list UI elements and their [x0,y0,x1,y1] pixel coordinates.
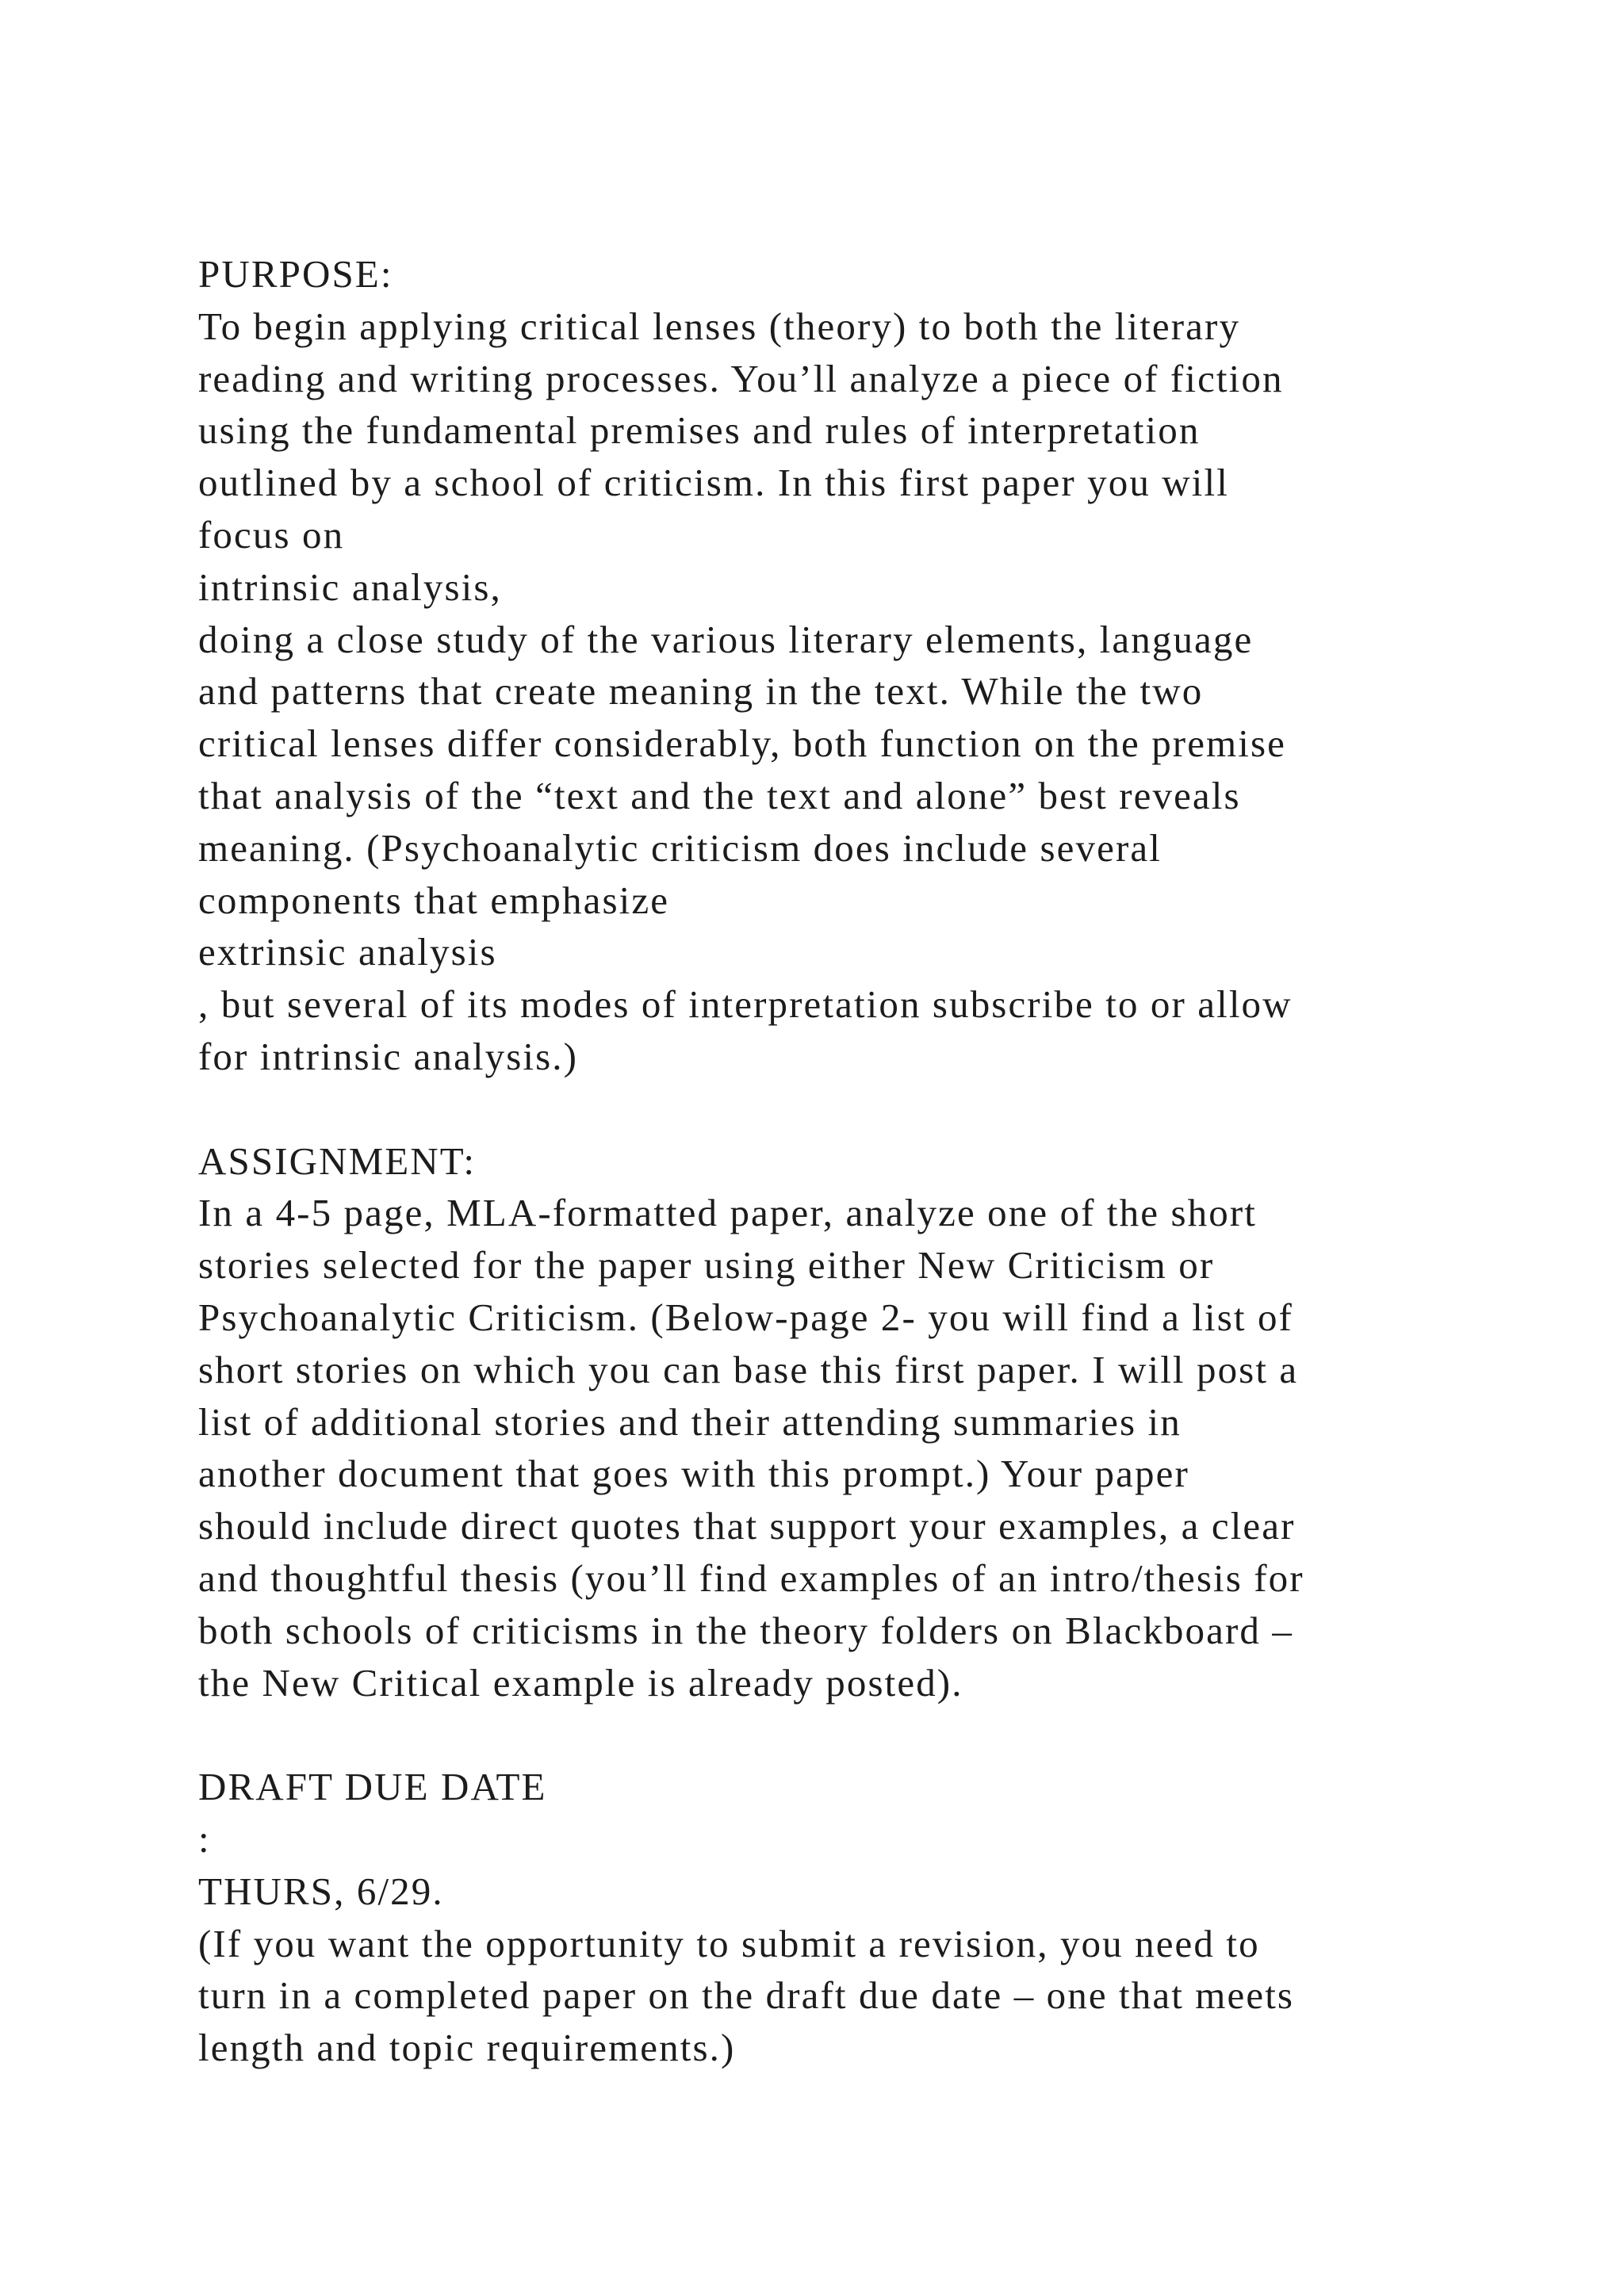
assignment-line: and thoughtful thesis (you’ll find examples of an intro/thesis for [198,1556,1304,1600]
draft-note-line: length and topic requirements.) [198,2026,736,2070]
purpose-line: extrinsic analysis [198,930,497,974]
purpose-heading: PURPOSE: [198,252,393,296]
purpose-line: reading and writing processes. You’ll analyze a piece of fiction [198,356,1284,400]
purpose-line: intrinsic analysis, [198,564,502,609]
assignment-line: In a 4-5 page, MLA-formatted paper, analyze one of the short [198,1191,1257,1235]
purpose-line: meaning. (Psychoanalytic criticism does include several [198,825,1162,870]
assignment-line: another document that goes with this prompt.) Your paper [198,1452,1189,1496]
document-body [198,248,1610,2074]
draft-due-heading: DRAFT DUE DATE [198,1765,547,1809]
purpose-line: using the fundamental premises and rules of interpretation [198,408,1201,453]
draft-note-line: turn in a completed paper on the draft due date – one that meets [198,1973,1295,2018]
paragraph-spacer [198,1709,1610,1761]
assignment-line: Psychoanalytic Criticism. (Below-page 2- you will find a list of [198,1295,1293,1339]
draft-due-date: THURS, 6/29. [198,1869,444,1913]
draft-due-colon: : [198,1816,211,1861]
assignment-heading: ASSIGNMENT: [198,1138,477,1183]
purpose-line: for intrinsic analysis.) [198,1034,579,1078]
purpose-line: , but several of its modes of interpretation subscribe to or allow [198,982,1293,1027]
purpose-line: To begin applying critical lenses (theory) to both the literary [198,304,1241,348]
assignment-line: both schools of criticisms in the theory folders on Blackboard – [198,1608,1293,1652]
purpose-line: and patterns that create meaning in the text. While the two [198,669,1204,714]
assignment-line: list of additional stories and their attending summaries in [198,1399,1182,1444]
purpose-line: components that emphasize [198,878,670,922]
purpose-line: outlined by a school of criticism. In this first paper you will [198,461,1229,505]
purpose-line: critical lenses differ considerably, both function on the premise [198,721,1287,766]
purpose-line: focus on [198,512,345,557]
assignment-line: stories selected for the paper using either New Criticism or [198,1243,1215,1288]
draft-note-line: (If you want the opportunity to submit a revision, you need to [198,1921,1260,1965]
assignment-line: should include direct quotes that support your examples, a clear [198,1504,1296,1548]
purpose-line: doing a close study of the various literary elements, language [198,617,1254,661]
purpose-line: that analysis of the “text and the text and alone” best reveals [198,773,1241,817]
assignment-line: the New Critical example is already posted). [198,1660,963,1705]
assignment-line: short stories on which you can base this first paper. I will post a [198,1347,1299,1391]
paragraph-spacer [198,1083,1610,1135]
